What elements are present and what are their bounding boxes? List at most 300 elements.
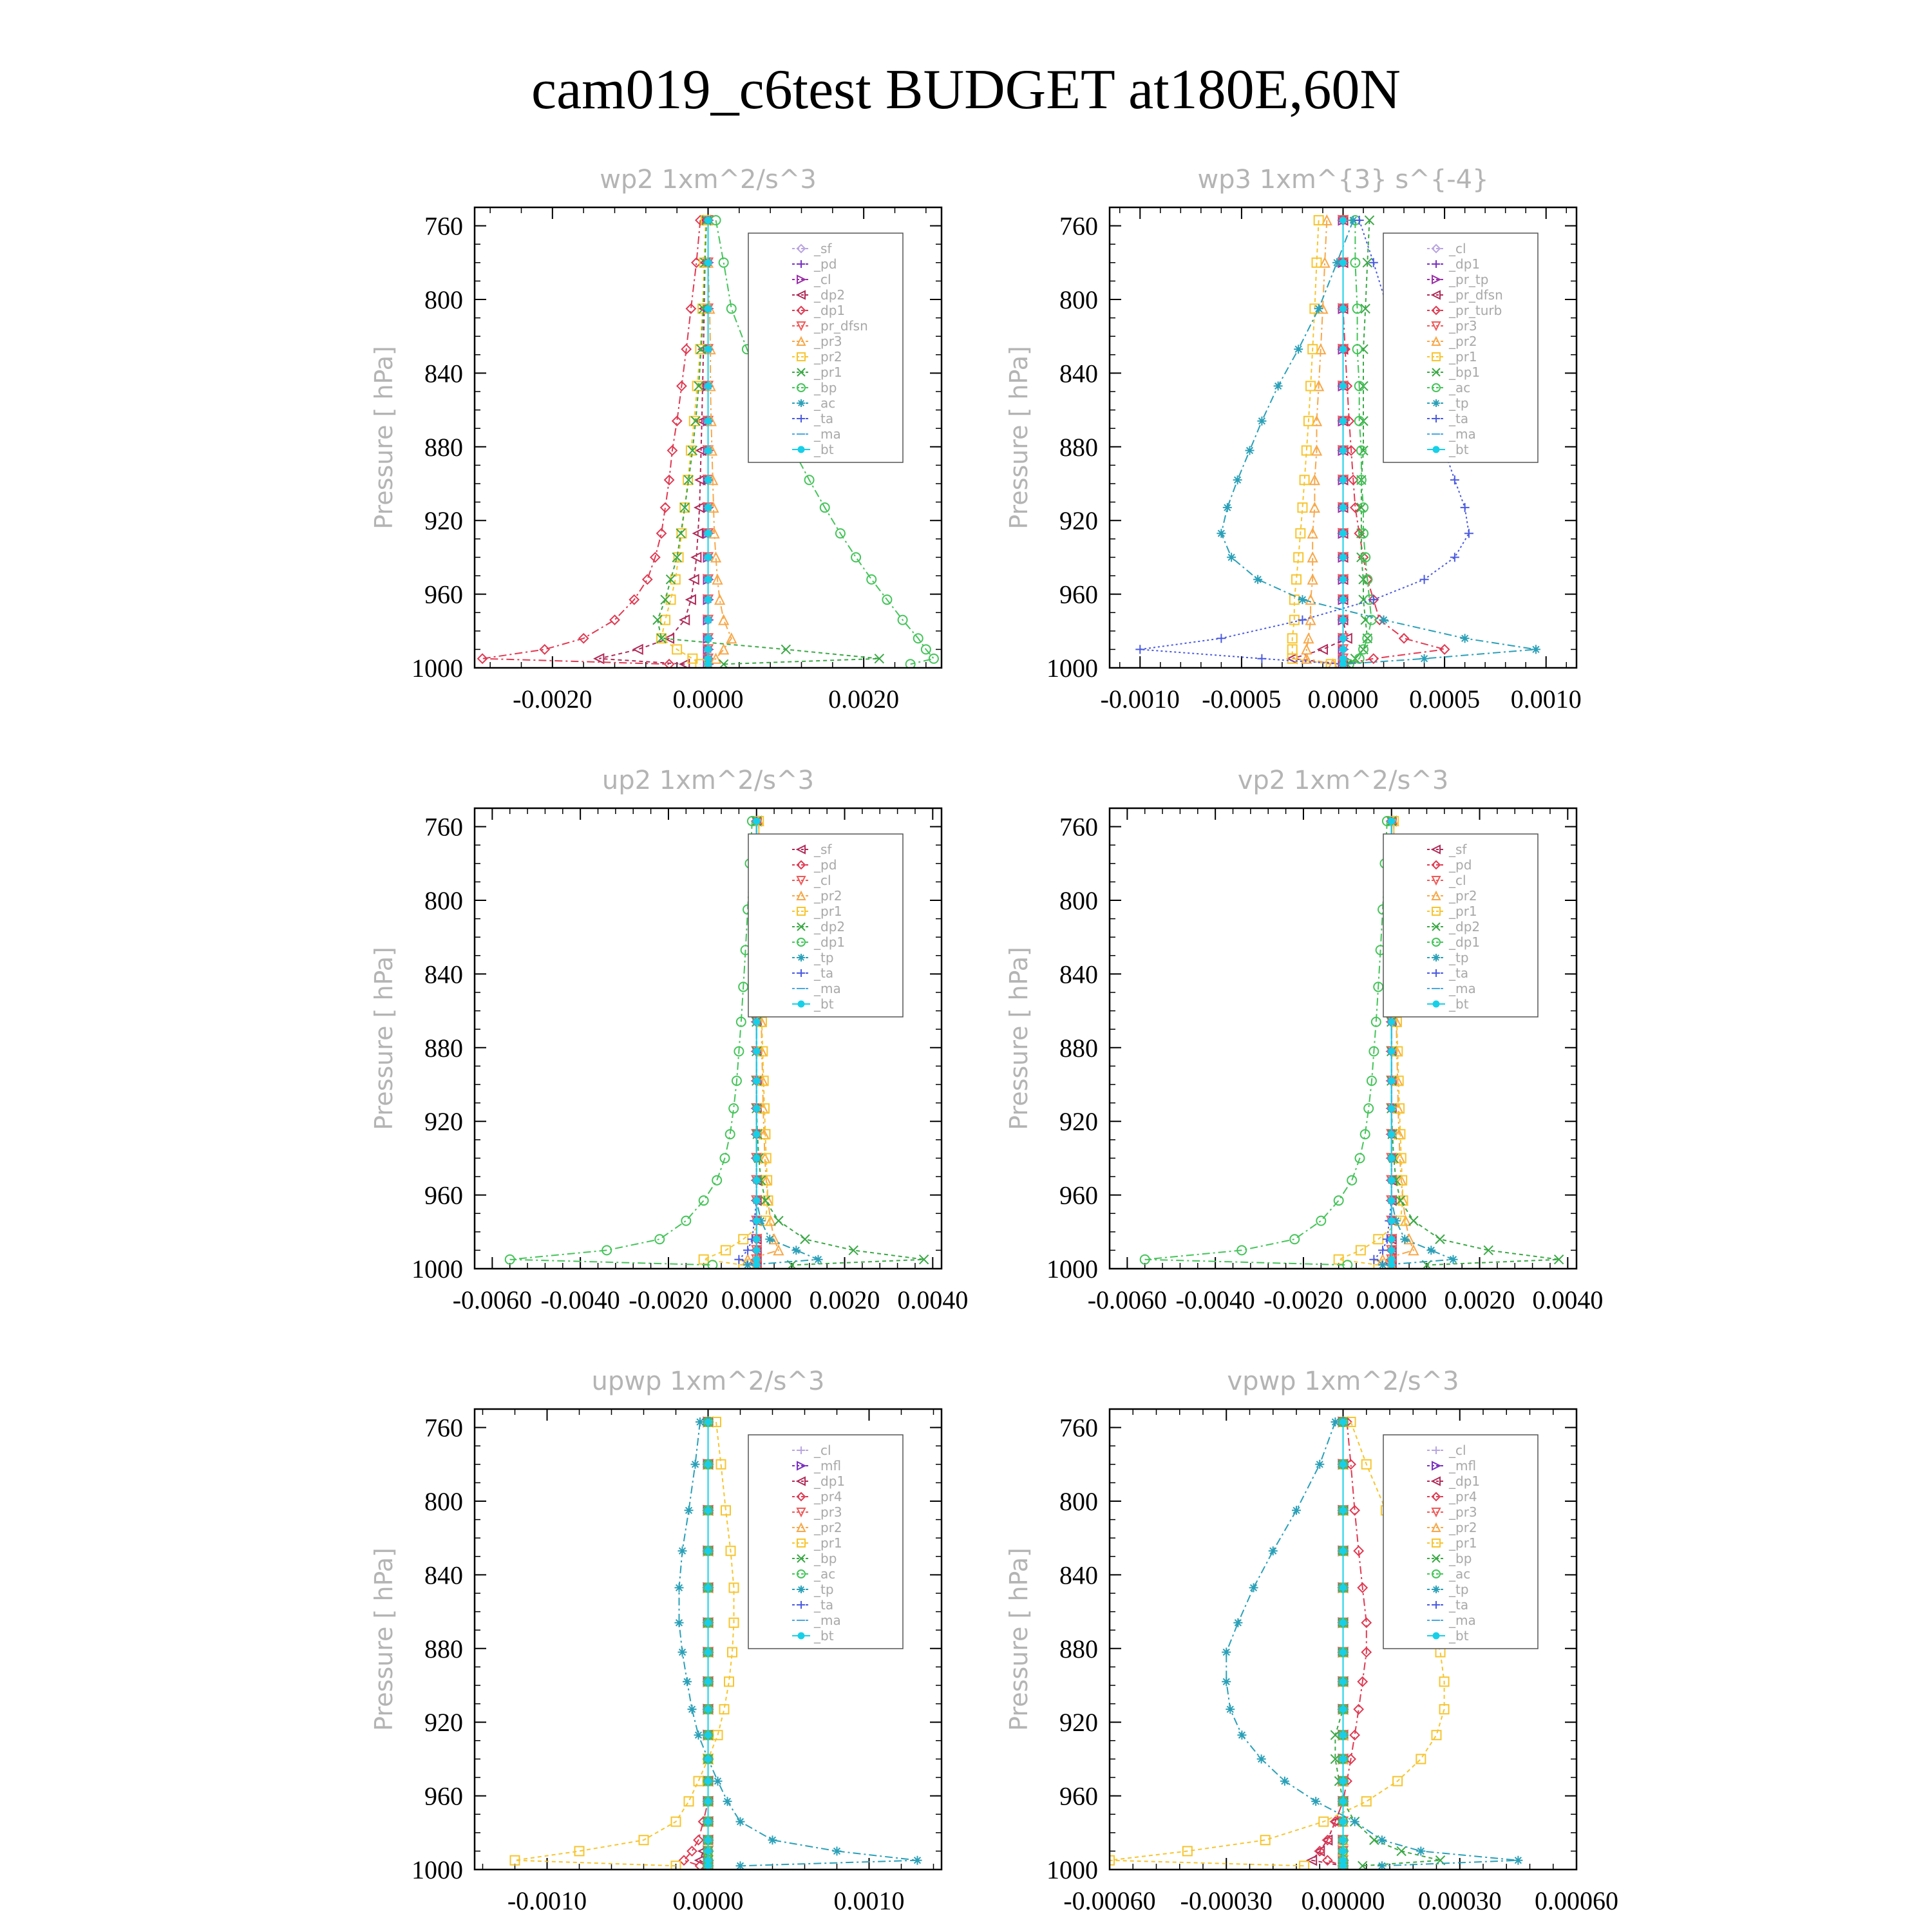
y-tick-label: 760	[1059, 1413, 1098, 1443]
y-axis-label: Pressure [ hPa]	[1005, 947, 1033, 1130]
x-tick-label: 0.0005	[1409, 685, 1481, 714]
x-tick-label: -0.0010	[507, 1886, 587, 1915]
data-point	[929, 654, 938, 663]
y-tick-label: 800	[424, 285, 463, 314]
data-point	[611, 616, 620, 625]
y-tick-label: 880	[424, 1033, 463, 1063]
data-point	[1409, 1217, 1418, 1226]
y-axis-label: Pressure [ hPa]	[370, 1548, 398, 1731]
panel-title: upwp 1xm^2/s^3	[591, 1367, 825, 1396]
data-point	[867, 575, 876, 584]
data-point	[736, 1817, 745, 1826]
legend-label: _mfl	[1449, 1458, 1477, 1473]
legend-label: _tp	[1449, 950, 1469, 965]
data-point	[1397, 1846, 1406, 1855]
legend-label: _pr4	[814, 1489, 842, 1504]
data-point	[743, 1245, 752, 1255]
panel-title: vp2 1xm^2/s^3	[1237, 766, 1449, 795]
data-point	[1292, 1506, 1301, 1515]
series-bt	[705, 1419, 712, 1869]
data-point	[753, 1247, 760, 1253]
legend-label: _ma	[814, 981, 841, 996]
data-point	[1362, 1797, 1371, 1806]
data-point	[1400, 1235, 1409, 1244]
data-point	[1340, 635, 1347, 641]
series-dp1	[478, 216, 705, 668]
data-point	[705, 635, 712, 641]
legend-label: _ta	[1449, 965, 1469, 981]
y-tick-label: 760	[1059, 812, 1098, 842]
chart-panel	[1005, 1367, 1618, 1915]
data-point	[813, 1255, 822, 1264]
x-tick-label: -0.0020	[1264, 1285, 1343, 1314]
legend-label: _cl	[814, 1443, 831, 1458]
legend-label: _dp1	[814, 934, 846, 950]
legend-label: _pr1	[1449, 904, 1477, 919]
y-tick-label: 880	[1059, 432, 1098, 462]
y-tick-label: 1000	[1046, 1255, 1098, 1283]
legend-marker	[1432, 1586, 1440, 1593]
data-point	[753, 1236, 760, 1242]
data-point	[719, 258, 728, 267]
legend-label: _bp	[1449, 1551, 1472, 1566]
series-bt	[1340, 217, 1347, 667]
data-point	[1340, 576, 1347, 583]
legend-label: _dp1	[814, 1473, 846, 1489]
y-tick-label: 960	[424, 1180, 463, 1210]
data-point	[800, 1235, 810, 1244]
data-point	[705, 1649, 712, 1656]
data-point	[833, 1846, 842, 1855]
data-point	[705, 260, 712, 266]
data-point	[1378, 1835, 1387, 1844]
data-point	[705, 646, 712, 652]
data-point	[781, 645, 790, 654]
series-line	[1145, 821, 1387, 1265]
legend-label: _ta	[1449, 411, 1469, 426]
data-point	[705, 1756, 712, 1762]
legend	[1383, 233, 1538, 462]
legend-label: _pr1	[814, 1535, 842, 1551]
y-tick-label: 1000	[412, 654, 463, 683]
data-point	[1311, 1797, 1320, 1806]
y-tick-label: 880	[1059, 1033, 1098, 1063]
legend-label: _pr2	[814, 888, 842, 904]
data-point	[1222, 1648, 1231, 1657]
data-point	[705, 1862, 712, 1869]
legend-label: _pr1	[1449, 1535, 1477, 1551]
data-point	[1316, 1217, 1325, 1226]
x-tick-label: 0.00030	[1417, 1886, 1502, 1915]
data-point	[753, 1197, 760, 1204]
y-tick-label: 800	[1059, 285, 1098, 314]
data-point	[1340, 530, 1347, 536]
data-point	[705, 346, 712, 352]
legend-label: _sf	[814, 842, 832, 857]
legend-label: _tp	[814, 1582, 834, 1597]
legend-label: _pr_dfsn	[1449, 287, 1503, 303]
data-point	[1420, 575, 1429, 584]
legend	[748, 1435, 903, 1649]
data-point	[705, 1461, 712, 1468]
x-tick-label: -0.0060	[452, 1285, 533, 1314]
legend-label: _cl	[814, 873, 831, 888]
data-point	[753, 1077, 760, 1084]
legend	[1383, 1435, 1538, 1649]
x-tick-label: -0.0020	[513, 685, 592, 714]
data-point	[694, 1730, 703, 1739]
legend-label: _bp	[814, 1551, 837, 1566]
data-point	[1399, 634, 1408, 643]
data-point	[1226, 1705, 1235, 1714]
legend-marker	[797, 954, 805, 961]
data-point	[1340, 1706, 1347, 1712]
legend-label: _pr4	[1449, 1489, 1477, 1504]
legend-label: _ta	[814, 965, 834, 981]
legend-label: _pr2	[814, 1520, 842, 1535]
data-point	[705, 576, 712, 583]
legend-label: _dp1	[1449, 256, 1481, 272]
data-point	[1450, 553, 1459, 562]
legend	[1383, 834, 1538, 1017]
legend-label: _ac	[814, 395, 836, 411]
data-point	[685, 1797, 694, 1806]
legend-label: _pr2	[1449, 1520, 1477, 1535]
legend-label: _pr3	[814, 334, 842, 349]
data-point	[1448, 1255, 1457, 1264]
data-point	[1340, 1678, 1347, 1685]
data-point	[1340, 1819, 1347, 1825]
y-axis-label: Pressure [ hPa]	[1005, 346, 1033, 529]
data-point	[1217, 634, 1226, 643]
panel-title: wp3 1xm^{3} s^{-4}	[1197, 165, 1489, 194]
series-line	[1349, 220, 1372, 664]
x-tick-label: -0.0020	[629, 1285, 708, 1314]
data-point	[661, 616, 670, 625]
y-tick-label: 920	[1059, 506, 1098, 536]
y-tick-label: 800	[424, 886, 463, 915]
y-tick-label: 800	[424, 1487, 463, 1516]
legend-label: _pd	[1449, 857, 1472, 873]
data-point	[1340, 504, 1347, 511]
data-point	[1331, 1417, 1340, 1426]
data-point	[1237, 1730, 1246, 1739]
legend-label: _ta	[814, 1597, 834, 1613]
legend-label: _bt	[1449, 442, 1469, 457]
legend-label: _pr2	[814, 349, 842, 365]
y-tick-label: 920	[424, 1708, 463, 1738]
data-point	[1340, 1732, 1347, 1738]
data-point	[1461, 634, 1470, 643]
legend-label: _pr_tp	[1449, 272, 1489, 287]
data-point	[1294, 345, 1303, 354]
data-point	[634, 645, 643, 654]
y-tick-label: 760	[424, 211, 463, 241]
data-point	[1388, 1262, 1395, 1268]
data-point	[705, 596, 712, 603]
y-tick-label: 880	[424, 1634, 463, 1663]
data-point	[705, 1848, 712, 1854]
chart-panel	[1005, 766, 1603, 1314]
data-point	[678, 1546, 687, 1555]
chart-panel	[1005, 165, 1582, 714]
x-tick-label: 0.0020	[828, 685, 900, 714]
x-tick-label: 0.0000	[672, 685, 744, 714]
x-tick-label: 0.0000	[1307, 685, 1379, 714]
data-point	[1334, 1196, 1343, 1205]
legend-label: _tp	[814, 950, 834, 965]
data-point	[1340, 1548, 1347, 1554]
data-point	[705, 617, 712, 623]
legend-label: _bp	[814, 380, 837, 395]
data-point	[705, 661, 712, 667]
legend-marker	[797, 1586, 805, 1593]
data-point	[705, 1507, 712, 1513]
legend-label: _pr1	[1449, 349, 1477, 365]
legend-marker	[1432, 399, 1440, 407]
y-tick-label: 880	[424, 432, 463, 462]
y-axis-label: Pressure [ hPa]	[370, 346, 398, 529]
data-point	[774, 1217, 783, 1226]
legend	[748, 834, 903, 1017]
data-point	[1416, 1846, 1425, 1855]
data-point	[1450, 475, 1459, 484]
data-point	[705, 1837, 712, 1843]
data-point	[719, 645, 728, 654]
x-tick-label: 0.0040	[1532, 1285, 1604, 1314]
y-tick-label: 840	[424, 359, 463, 388]
data-point	[696, 1417, 705, 1426]
data-point	[1388, 1077, 1395, 1084]
data-point	[1222, 1677, 1231, 1686]
x-tick-label: -0.0010	[1100, 685, 1180, 714]
y-tick-label: 960	[1059, 1180, 1098, 1210]
data-point	[1314, 304, 1323, 313]
y-tick-label: 920	[1059, 1708, 1098, 1738]
legend-marker	[1433, 1001, 1439, 1007]
legend-marker	[797, 399, 805, 407]
data-point	[705, 1419, 712, 1425]
x-tick-label: 0.0000	[672, 1886, 744, 1915]
data-point	[1340, 1419, 1347, 1425]
legend-label: _ma	[1449, 426, 1476, 442]
data-point	[1369, 595, 1378, 604]
data-point	[705, 554, 712, 560]
y-tick-label: 840	[424, 960, 463, 989]
y-tick-label: 960	[1059, 580, 1098, 609]
data-point	[705, 217, 712, 223]
data-point	[1340, 661, 1347, 667]
data-point	[768, 1835, 777, 1844]
data-point	[1420, 654, 1429, 663]
data-point	[643, 575, 652, 584]
y-tick-label: 800	[1059, 1487, 1098, 1516]
y-tick-label: 760	[424, 1413, 463, 1443]
data-point	[1280, 1777, 1289, 1786]
legend-label: _cl	[814, 272, 831, 287]
data-point	[1135, 645, 1144, 654]
data-point	[705, 1819, 712, 1825]
data-point	[753, 1019, 760, 1025]
legend-label: _cl	[1449, 1443, 1466, 1458]
series-bt	[705, 217, 712, 667]
data-point	[705, 448, 712, 454]
data-point	[688, 1705, 697, 1714]
data-point	[1378, 1245, 1387, 1255]
data-point	[1340, 554, 1347, 560]
data-point	[761, 1196, 770, 1205]
y-tick-label: 1000	[412, 1855, 463, 1884]
legend-label: _ac	[1449, 380, 1471, 395]
legend-label: _mfl	[814, 1458, 842, 1473]
data-point	[1340, 1461, 1347, 1468]
data-point	[1340, 418, 1347, 424]
x-tick-label: -0.00060	[1063, 1886, 1156, 1915]
data-point	[705, 1548, 712, 1554]
data-point	[1464, 529, 1473, 538]
data-point	[753, 1131, 760, 1137]
x-tick-label: 0.0010	[1510, 685, 1582, 714]
data-point	[675, 1618, 684, 1627]
data-point	[691, 1460, 700, 1469]
series-dp1	[506, 817, 757, 1269]
x-tick-label: -0.00030	[1180, 1886, 1273, 1915]
data-point	[1245, 446, 1255, 455]
data-point	[705, 1678, 712, 1685]
y-tick-label: 880	[1059, 1634, 1098, 1663]
legend-label: _pr_dfsn	[814, 318, 868, 334]
data-point	[1257, 417, 1266, 426]
data-point	[1269, 1546, 1278, 1555]
y-tick-label: 920	[1059, 1107, 1098, 1137]
y-tick-label: 840	[1059, 960, 1098, 989]
data-point	[655, 1235, 664, 1244]
y-tick-label: 840	[424, 1560, 463, 1590]
legend-label: _bt	[814, 996, 834, 1012]
legend-label: _sf	[814, 241, 832, 256]
data-point	[719, 616, 728, 625]
x-tick-label: 0.0000	[721, 1285, 792, 1314]
y-tick-label: 920	[424, 1107, 463, 1137]
data-point	[705, 1706, 712, 1712]
data-point	[1340, 383, 1347, 389]
legend-label: _ta	[814, 411, 834, 426]
data-point	[705, 1778, 712, 1785]
data-point	[1340, 1584, 1347, 1591]
data-point	[1340, 1778, 1347, 1785]
data-point	[1340, 1649, 1347, 1656]
data-point	[851, 553, 860, 562]
data-point	[1340, 1798, 1347, 1804]
data-point	[1388, 818, 1395, 824]
data-point	[1340, 596, 1347, 603]
legend-label: _ma	[1449, 1613, 1476, 1628]
legend-label: _dp2	[814, 919, 846, 934]
legend-label: _ma	[814, 426, 841, 442]
data-point	[753, 1218, 760, 1224]
data-point	[705, 530, 712, 536]
data-point	[1340, 1848, 1347, 1854]
data-point	[1340, 217, 1347, 223]
data-point	[712, 1176, 721, 1185]
data-point	[1388, 1131, 1395, 1137]
legend-label: _dp1	[1449, 1473, 1481, 1489]
legend-label: _pr1	[814, 904, 842, 919]
legend-label: _pr3	[1449, 318, 1477, 334]
chart-panel	[370, 1367, 942, 1915]
data-point	[1257, 1754, 1266, 1763]
y-tick-label: 760	[424, 812, 463, 842]
legend-label: _bt	[1449, 996, 1469, 1012]
panel-title: wp2 1xm^2/s^3	[600, 165, 817, 194]
data-point	[1253, 575, 1262, 584]
data-point	[694, 1777, 703, 1786]
data-point	[1388, 1247, 1395, 1253]
y-tick-label: 960	[424, 580, 463, 609]
data-point	[1340, 260, 1347, 266]
data-point	[1388, 1048, 1395, 1055]
data-point	[1233, 1618, 1242, 1627]
data-point	[1513, 1856, 1522, 1865]
data-point	[753, 1048, 760, 1055]
x-tick-label: -0.0040	[1175, 1285, 1255, 1314]
y-tick-label: 840	[1059, 1560, 1098, 1590]
data-point	[1388, 1105, 1395, 1112]
legend-label: _dp1	[1449, 934, 1481, 950]
legend-marker	[798, 1001, 804, 1007]
legend-label: _ac	[1449, 1566, 1471, 1582]
legend-label: _bp1	[1449, 365, 1481, 380]
data-point	[791, 1245, 800, 1255]
legend-label: _dp2	[814, 287, 846, 303]
series-dp1	[1141, 817, 1392, 1269]
data-point	[1290, 1235, 1299, 1244]
data-point	[1340, 477, 1347, 483]
data-point	[1432, 1730, 1441, 1739]
data-point	[1257, 654, 1266, 663]
y-tick-label: 920	[424, 506, 463, 536]
data-point	[1340, 346, 1347, 352]
x-tick-label: -0.0060	[1087, 1285, 1168, 1314]
legend-label: _cl	[1449, 241, 1466, 256]
data-point	[1388, 1218, 1395, 1224]
data-point	[1274, 381, 1283, 390]
legend-label: _pr2	[1449, 888, 1477, 904]
data-point	[753, 1105, 760, 1112]
data-point	[1233, 475, 1242, 484]
y-tick-label: 960	[424, 1781, 463, 1811]
series-line	[515, 1422, 734, 1866]
data-point	[1340, 1837, 1347, 1843]
y-tick-label: 960	[1059, 1781, 1098, 1811]
figure-title: cam019_c6test BUDGET at180E,60N	[531, 59, 1401, 121]
legend-label: _pd	[814, 857, 837, 873]
data-point	[1340, 448, 1347, 454]
legend-label: _ma	[814, 1613, 841, 1628]
data-point	[1370, 1835, 1379, 1844]
data-point	[753, 1262, 760, 1268]
data-point	[723, 1797, 732, 1806]
y-tick-label: 760	[1059, 211, 1098, 241]
y-axis-label: Pressure [ hPa]	[370, 947, 398, 1130]
data-point	[1388, 1019, 1395, 1025]
legend-marker	[1433, 446, 1439, 453]
x-tick-label: 0.0000	[1356, 1285, 1427, 1314]
legend-label: _tp	[1449, 395, 1469, 411]
data-point	[699, 1196, 708, 1205]
data-point	[1350, 1817, 1359, 1826]
data-point	[1347, 1176, 1356, 1185]
